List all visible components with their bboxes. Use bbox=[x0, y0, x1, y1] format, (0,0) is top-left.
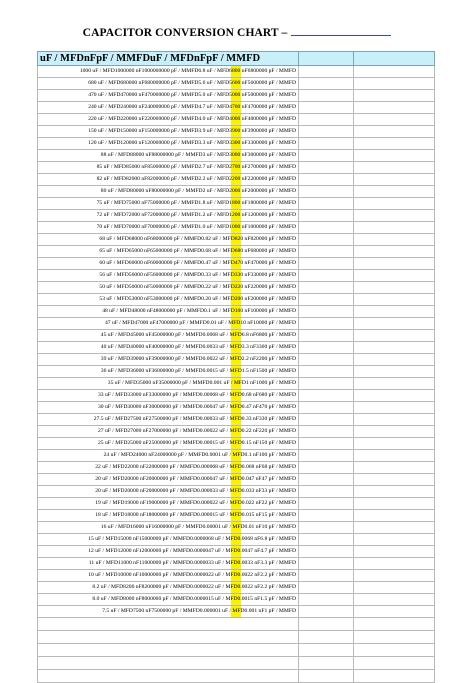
table-header-text: uF / MFDnFpF / MMFDuF / MFDnFpF / MMFD bbox=[40, 53, 261, 64]
row-text: 65 uF / MFD65000 nF65000000 pF / MMFD0.68 uF / MFD680 nF680000 pF / MMFD bbox=[99, 248, 296, 254]
cell-divider bbox=[298, 210, 299, 221]
cell-divider bbox=[298, 258, 299, 269]
table-row bbox=[37, 234, 435, 246]
row-text: 1000 uF / MFD1000000 nF1000000000 pF / MMFD6.8 uF / MFD6800 nF6800000 pF / MMFD bbox=[79, 68, 296, 74]
cell-divider bbox=[353, 198, 354, 209]
table-row bbox=[37, 114, 435, 126]
row-text: 20 uF / MFD20000 nF20000000 pF / MMFD0.000033 uF / MFD0.033 nF33 pF / MMFD bbox=[95, 488, 296, 494]
table-row bbox=[37, 330, 435, 342]
table-row bbox=[37, 498, 435, 510]
cell-divider bbox=[353, 222, 354, 233]
row-text: 82 uF / MFD82000 nF82000000 pF / MMFD2.2 uF / MFD2200 nF2200000 pF / MMFD bbox=[96, 176, 296, 182]
table-row bbox=[37, 606, 435, 618]
cell-divider bbox=[353, 522, 354, 533]
cell-divider bbox=[298, 306, 299, 317]
cell-divider bbox=[353, 102, 354, 113]
row-text: 36 uF / MFD36000 nF36000000 pF / MMFD0.0015 uF / MFD1.5 nF1500 pF / MMFD bbox=[100, 368, 296, 374]
cell-divider bbox=[353, 114, 354, 125]
table-row bbox=[37, 294, 435, 306]
table-row bbox=[37, 582, 435, 594]
table-row bbox=[37, 558, 435, 570]
table-row bbox=[37, 78, 435, 90]
cell-divider bbox=[353, 162, 354, 173]
cell-divider bbox=[353, 246, 354, 257]
cell-divider bbox=[298, 414, 299, 425]
row-text: 60 uF / MFD60000 nF60000000 pF / MMFD0.47 uF / MFD470 nF470000 pF / MMFD bbox=[99, 260, 296, 266]
row-text: 75 uF / MFD75000 nF75000000 pF / MMFD1.8 uF / MFD1800 nF1800000 pF / MMFD bbox=[96, 200, 296, 206]
table-row bbox=[37, 462, 435, 474]
cell-divider bbox=[298, 318, 299, 329]
cell-divider bbox=[298, 150, 299, 161]
row-text: 80 uF / MFD80000 nF80000000 pF / MMFD2 uF / MFD2000 nF2000000 pF / MMFD bbox=[100, 188, 296, 194]
table-row bbox=[37, 522, 435, 534]
row-text: 20 uF / MFD20000 nF20000000 pF / MMFD0.000047 uF / MFD0.047 nF47 pF / MMFD bbox=[95, 476, 296, 482]
table-row bbox=[37, 198, 435, 210]
row-text: 72 uF / MFD72000 nF72000000 pF / MMFD1.2 uF / MFD1200 nF1200000 pF / MMFD bbox=[96, 212, 296, 218]
empty-row bbox=[37, 670, 435, 683]
row-text: 48 uF / MFD48000 nF48000000 pF / MMFD0.1 uF / MFD100 nF100000 pF / MMFD bbox=[102, 308, 296, 314]
row-text: 470 uF / MFD470000 nF470000000 pF / MMFD5.0 uF / MFD5000 nF5000000 pF / MMFD bbox=[88, 92, 296, 98]
cell-divider bbox=[353, 582, 354, 593]
cell-divider bbox=[353, 390, 354, 401]
cell-divider bbox=[298, 546, 299, 557]
cell-divider bbox=[298, 657, 299, 669]
cell-divider bbox=[298, 90, 299, 101]
cell-divider bbox=[353, 234, 354, 245]
cell-divider bbox=[353, 474, 354, 485]
cell-divider bbox=[353, 558, 354, 569]
header-empty-cell bbox=[298, 52, 434, 65]
table-row bbox=[37, 378, 435, 390]
empty-row bbox=[37, 644, 435, 657]
cell-divider bbox=[298, 618, 299, 630]
cell-divider bbox=[353, 174, 354, 185]
cell-divider bbox=[298, 558, 299, 569]
table-row bbox=[37, 306, 435, 318]
cell-divider bbox=[353, 354, 354, 365]
cell-divider bbox=[298, 534, 299, 545]
row-text: 15 uF / MFD15000 nF15000000 pF / MMFD0.0000068 uF / MFD0.0068 nF6.8 pF / MMFD bbox=[88, 536, 296, 542]
row-text: 680 uF / MFD680000 nF680000000 pF / MMFD5.6 uF / MFD5600 nF5600000 pF / MMFD bbox=[88, 80, 296, 86]
row-text: 53 uF / MFD53000 nF53000000 pF / MMFD0.20 uF / MFD200 nF200000 pF / MMFD bbox=[99, 296, 296, 302]
empty-row bbox=[37, 618, 435, 631]
row-text: 150 uF / MFD150000 nF150000000 pF / MMFD3.9 uF / MFD3900 nF3900000 pF / MMFD bbox=[88, 128, 296, 134]
cell-divider bbox=[353, 66, 354, 77]
cell-divider bbox=[353, 366, 354, 377]
cell-divider bbox=[353, 150, 354, 161]
cell-divider bbox=[353, 570, 354, 581]
row-text: 120 uF / MFD120000 nF120000000 pF / MMFD3.3 uF / MFD3300 nF3300000 pF / MMFD bbox=[88, 140, 296, 146]
table-row bbox=[37, 366, 435, 378]
cell-divider bbox=[353, 294, 354, 305]
row-text: 8.0 uF / MFD8000 nF8000000 pF / MMFD0.0000015 uF / MFD0.0015 nF1.5 pF / MMFD bbox=[92, 596, 296, 602]
cell-divider bbox=[298, 450, 299, 461]
table-row bbox=[37, 594, 435, 606]
cell-divider bbox=[353, 670, 354, 682]
cell-divider bbox=[353, 258, 354, 269]
cell-divider bbox=[353, 594, 354, 605]
table-row bbox=[37, 510, 435, 522]
table-row bbox=[37, 390, 435, 402]
cell-divider bbox=[353, 138, 354, 149]
cell-divider bbox=[298, 498, 299, 509]
cell-divider bbox=[298, 644, 299, 656]
table-row bbox=[37, 258, 435, 270]
row-text: 56 uF / MFD56000 nF56000000 pF / MMFD0.33 uF / MFD330 nF330000 pF / MMFD bbox=[99, 272, 296, 278]
cell-divider bbox=[353, 414, 354, 425]
row-text: 40 uF / MFD40000 nF40000000 pF / MMFD0.0033 uF / MFD3.3 nF3300 pF / MMFD bbox=[100, 344, 296, 350]
cell-divider bbox=[298, 162, 299, 173]
cell-divider bbox=[298, 342, 299, 353]
table-row bbox=[37, 342, 435, 354]
table-row bbox=[37, 282, 435, 294]
row-text: 30 uF / MFD30000 nF30000000 pF / MMFD0.00047 uF / MFD0.47 nF470 pF / MMFD bbox=[98, 404, 296, 410]
row-text: 85 uF / MFD85000 nF85000000 pF / MMFD2.7 uF / MFD2700 nF2700000 pF / MMFD bbox=[96, 164, 296, 170]
cell-divider bbox=[353, 402, 354, 413]
cell-divider bbox=[298, 330, 299, 341]
row-text: 68 uF / MFD68000 nF68000000 pF / MMFD0.82 uF / MFD820 nF820000 pF / MMFD bbox=[99, 236, 296, 242]
cell-divider bbox=[353, 342, 354, 353]
table-row bbox=[37, 186, 435, 198]
cell-divider bbox=[298, 570, 299, 581]
row-text: 220 uF / MFD220000 nF220000000 pF / MMFD4.0 uF / MFD4000 nF4000000 pF / MMFD bbox=[88, 116, 296, 122]
row-text: 33 uF / MFD33000 nF33000000 pF / MMFD0.00068 uF / MFD0.68 nF680 pF / MMFD bbox=[98, 392, 296, 398]
title-blank-line bbox=[291, 26, 391, 36]
cell-divider bbox=[353, 450, 354, 461]
table-row bbox=[37, 426, 435, 438]
cell-divider bbox=[298, 366, 299, 377]
table-row bbox=[37, 450, 435, 462]
table-row bbox=[37, 138, 435, 150]
row-text: 47 uF / MFD47000 nF47000000 pF / MMFD0.01 uF / MFD10 nF10000 pF / MMFD bbox=[104, 320, 296, 326]
cell-divider bbox=[298, 631, 299, 643]
row-text: 8.2 uF / MFD8200 nF8200000 pF / MMFD0.0000022 uF / MFD0.0022 nF2.2 pF / MMFD bbox=[92, 584, 296, 590]
cell-divider bbox=[298, 270, 299, 281]
table-row bbox=[37, 546, 435, 558]
cell-divider bbox=[298, 294, 299, 305]
cell-divider bbox=[353, 462, 354, 473]
table-header bbox=[37, 51, 435, 66]
table-row bbox=[37, 534, 435, 546]
table-row bbox=[37, 354, 435, 366]
table-row bbox=[37, 150, 435, 162]
chart-title-text: CAPACITOR CONVERSION CHART – bbox=[82, 27, 288, 39]
table-row bbox=[37, 66, 435, 78]
row-text: 27 uF / MFD27000 nF27000000 pF / MMFD0.00022 uF / MFD0.22 nF220 pF / MMFD bbox=[98, 428, 296, 434]
cell-divider bbox=[298, 510, 299, 521]
cell-divider bbox=[353, 438, 354, 449]
row-text: 27.5 uF / MFD27500 nF27500000 pF / MMFD0.00033 uF / MFD0.33 nF330 pF / MMFD bbox=[93, 416, 296, 422]
table-row bbox=[37, 102, 435, 114]
cell-divider bbox=[353, 330, 354, 341]
cell-divider bbox=[353, 426, 354, 437]
row-text: 10 uF / MFD10000 nF10000000 pF / MMFD0.0000022 uF / MFD0.0022 nF2.2 pF / MMFD bbox=[88, 572, 296, 578]
cell-divider bbox=[353, 378, 354, 389]
cell-divider bbox=[353, 270, 354, 281]
cell-divider bbox=[298, 246, 299, 257]
cell-divider bbox=[298, 438, 299, 449]
table-row bbox=[37, 438, 435, 450]
cell-divider bbox=[353, 318, 354, 329]
cell-divider bbox=[353, 657, 354, 669]
table-row bbox=[37, 570, 435, 582]
row-text: 70 uF / MFD70000 nF70000000 pF / MMFD1.0 uF / MFD1000 nF1000000 pF / MMFD bbox=[96, 224, 296, 230]
cell-divider bbox=[298, 114, 299, 125]
cell-divider bbox=[353, 78, 354, 89]
cell-divider bbox=[353, 126, 354, 137]
cell-divider bbox=[353, 282, 354, 293]
cell-divider bbox=[298, 522, 299, 533]
cell-divider bbox=[298, 582, 299, 593]
row-text: 88 uF / MFD88000 nF88000000 pF / MMFD3 uF / MFD3000 nF3000000 pF / MMFD bbox=[100, 152, 296, 158]
cell-divider bbox=[353, 498, 354, 509]
cell-divider bbox=[298, 138, 299, 149]
row-text: 22 uF / MFD22000 nF22000000 pF / MMFD0.000068 uF / MFD0.068 nF68 pF / MMFD bbox=[95, 464, 296, 470]
row-text: 39 uF / MFD39000 nF39000000 pF / MMFD0.0022 uF / MFD2.2 nF2200 pF / MMFD bbox=[100, 356, 296, 362]
cell-divider bbox=[353, 90, 354, 101]
cell-divider bbox=[298, 426, 299, 437]
cell-divider bbox=[353, 510, 354, 521]
empty-row bbox=[37, 657, 435, 670]
row-text: 24 uF / MFD24000 nF24000000 pF / MMFD0.0001 uF / MFD0.1 nF100 pF / MMFD bbox=[103, 452, 296, 458]
table-row bbox=[37, 486, 435, 498]
table-body bbox=[37, 66, 435, 683]
table-row bbox=[37, 246, 435, 258]
cell-divider bbox=[298, 222, 299, 233]
row-text: 45 uF / MFD45000 nF45000000 pF / MMFD0.0068 uF / MFD6.8 nF6800 pF / MMFD bbox=[100, 332, 296, 338]
cell-divider bbox=[353, 534, 354, 545]
conversion-table bbox=[37, 51, 435, 683]
row-text: 7.5 uF / MFD7500 nF7500000 pF / MMFD0.000001 uF / MFD0.001 nF1 pF / MMFD bbox=[102, 608, 296, 614]
table-row bbox=[37, 174, 435, 186]
table-row bbox=[37, 402, 435, 414]
row-text: 35 uF / MFD35000 nF35000000 pF / MMFD0.001 uF / MFD1 nF1000 pF / MMFD bbox=[107, 380, 296, 386]
cell-divider bbox=[298, 66, 299, 77]
table-row bbox=[37, 210, 435, 222]
cell-divider bbox=[353, 644, 354, 656]
cell-divider bbox=[298, 174, 299, 185]
cell-divider bbox=[353, 306, 354, 317]
cell-divider bbox=[298, 474, 299, 485]
cell-divider bbox=[298, 462, 299, 473]
chart-title bbox=[0, 26, 474, 39]
cell-divider bbox=[298, 234, 299, 245]
row-text: 18 uF / MFD18000 nF18000000 pF / MMFD0.000015 uF / MFD0.015 nF15 pF / MMFD bbox=[95, 512, 296, 518]
table-row bbox=[37, 162, 435, 174]
cell-divider bbox=[298, 186, 299, 197]
row-text: 11 uF / MFD11000 nF11000000 pF / MMFD0.0000033 uF / MFD0.0033 nF3.3 pF / MMFD bbox=[88, 560, 296, 566]
cell-divider bbox=[353, 186, 354, 197]
cell-divider bbox=[298, 282, 299, 293]
row-text: 240 uF / MFD240000 nF240000000 pF / MMFD4.7 uF / MFD4700 nF4700000 pF / MMFD bbox=[88, 104, 296, 110]
row-text: 16 uF / MFD16000 nF16000000 pF / MMFD0.00001 uF / MFD0.01 nF10 pF / MMFD bbox=[100, 524, 296, 530]
table-row bbox=[37, 318, 435, 330]
row-text: 12 uF / MFD12000 nF12000000 pF / MMFD0.0000047 uF / MFD0.0047 nF4.7 pF / MMFD bbox=[88, 548, 296, 554]
cell-divider bbox=[298, 606, 299, 617]
cell-divider bbox=[353, 606, 354, 617]
cell-divider bbox=[298, 402, 299, 413]
table-row bbox=[37, 270, 435, 282]
cell-divider bbox=[353, 486, 354, 497]
table-row bbox=[37, 222, 435, 234]
table-row bbox=[37, 126, 435, 138]
cell-divider bbox=[298, 670, 299, 682]
cell-divider bbox=[298, 354, 299, 365]
cell-divider bbox=[298, 390, 299, 401]
cell-divider bbox=[353, 546, 354, 557]
cell-divider bbox=[353, 631, 354, 643]
cell-divider bbox=[298, 126, 299, 137]
cell-divider bbox=[298, 198, 299, 209]
table-row bbox=[37, 90, 435, 102]
cell-divider bbox=[353, 618, 354, 630]
row-text: 25 uF / MFD25000 nF25000000 pF / MMFD0.00015 uF / MFD0.15 nF150 pF / MMFD bbox=[98, 440, 296, 446]
cell-divider bbox=[298, 78, 299, 89]
cell-divider bbox=[298, 594, 299, 605]
row-text: 50 uF / MFD50000 nF50000000 pF / MMFD0.22 uF / MFD220 nF220000 pF / MMFD bbox=[99, 284, 296, 290]
empty-row bbox=[37, 631, 435, 644]
cell-divider bbox=[298, 486, 299, 497]
header-divider bbox=[353, 52, 354, 65]
cell-divider bbox=[298, 378, 299, 389]
cell-divider bbox=[298, 102, 299, 113]
row-text: 19 uF / MFD19000 nF19000000 pF / MMFD0.000022 uF / MFD0.022 nF22 pF / MMFD bbox=[95, 500, 296, 506]
cell-divider bbox=[353, 210, 354, 221]
table-row bbox=[37, 414, 435, 426]
table-row bbox=[37, 474, 435, 486]
